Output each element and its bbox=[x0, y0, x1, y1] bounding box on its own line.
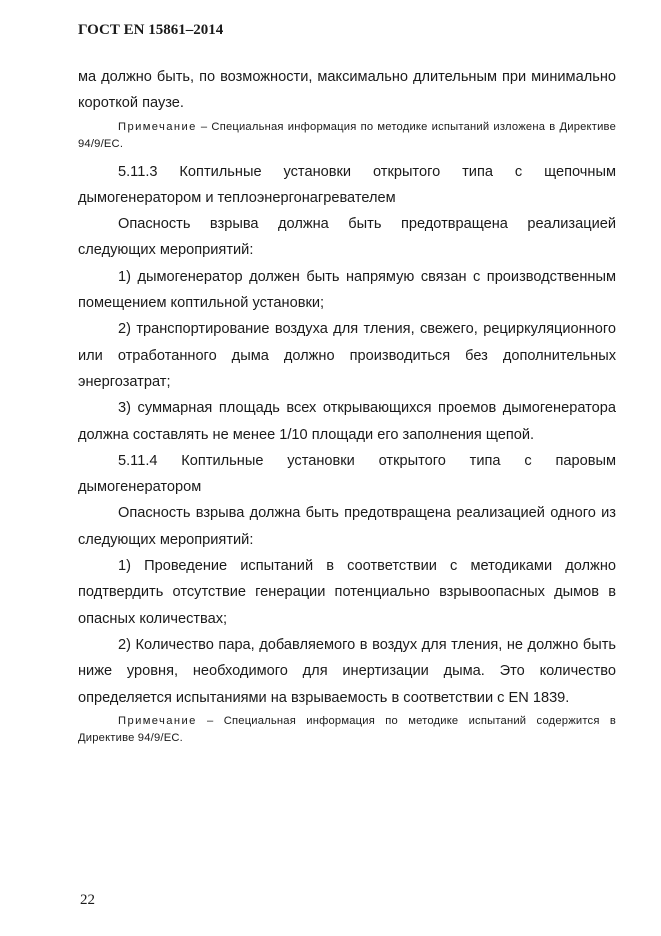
note-label: Примечание bbox=[118, 120, 197, 133]
note-text: – Специальная информация по методике испытаний содержится в Директиве 94/9/ЕС. bbox=[78, 714, 616, 744]
paragraph: Опасность взрыва должна быть предотвращена реализацией одного из следующих мероприятий: bbox=[78, 505, 616, 548]
list-item: 3) суммарная площадь всех открывающихся проемов дымогенератора должна составлять не менее 1/10 площади его заполнения щепой. bbox=[78, 400, 616, 443]
note-text: – Специальная информация по методике испытаний изложена в Директиве 94/9/ЕС. bbox=[78, 120, 616, 150]
section-5-11-3-heading: 5.11.3 Коптильные установки открытого типа с щепочным дымогенератором и теплоэнергонагревателем bbox=[78, 163, 616, 206]
list-item: 2) транспортирование воздуха для тления, свежего, рециркуляционного или отработанного дыма должно производиться без дополнительных энергозатрат; bbox=[78, 321, 616, 390]
paragraph-continuation: ма должно быть, по возможности, максимально длительным при минимально короткой паузе. bbox=[78, 69, 616, 112]
note-2 bbox=[78, 713, 616, 747]
section-5-11-4-heading: 5.11.4 Коптильные установки открытого типа с паровым дымогенератором bbox=[78, 452, 616, 496]
document-body bbox=[78, 64, 616, 753]
document-header: ГОСТ EN 15861–2014 bbox=[78, 22, 224, 38]
list-item: 1) дымогенератор должен быть напрямую связан с производственным помещением коптильной установки; bbox=[78, 268, 616, 312]
paragraph: Опасность взрыва должна быть предотвращена реализацией следующих мероприятий: bbox=[78, 216, 616, 259]
page-number: 22 bbox=[80, 892, 95, 908]
list-item: 1) Проведение испытаний в соответствии с методиками должно подтвердить отсутствие генерации потенциально взрывоопасных дымов в опасных количествах; bbox=[78, 558, 616, 627]
note-1 bbox=[78, 119, 616, 153]
list-item: 2) Количество пара, добавляемого в воздух для тления, не должно быть ниже уровня, необходимого для инертизации дыма. Это количество определяется испытаниями на взрываемость в соответствии с EN 1839. bbox=[78, 636, 616, 706]
note-label: Примечание bbox=[118, 714, 197, 727]
